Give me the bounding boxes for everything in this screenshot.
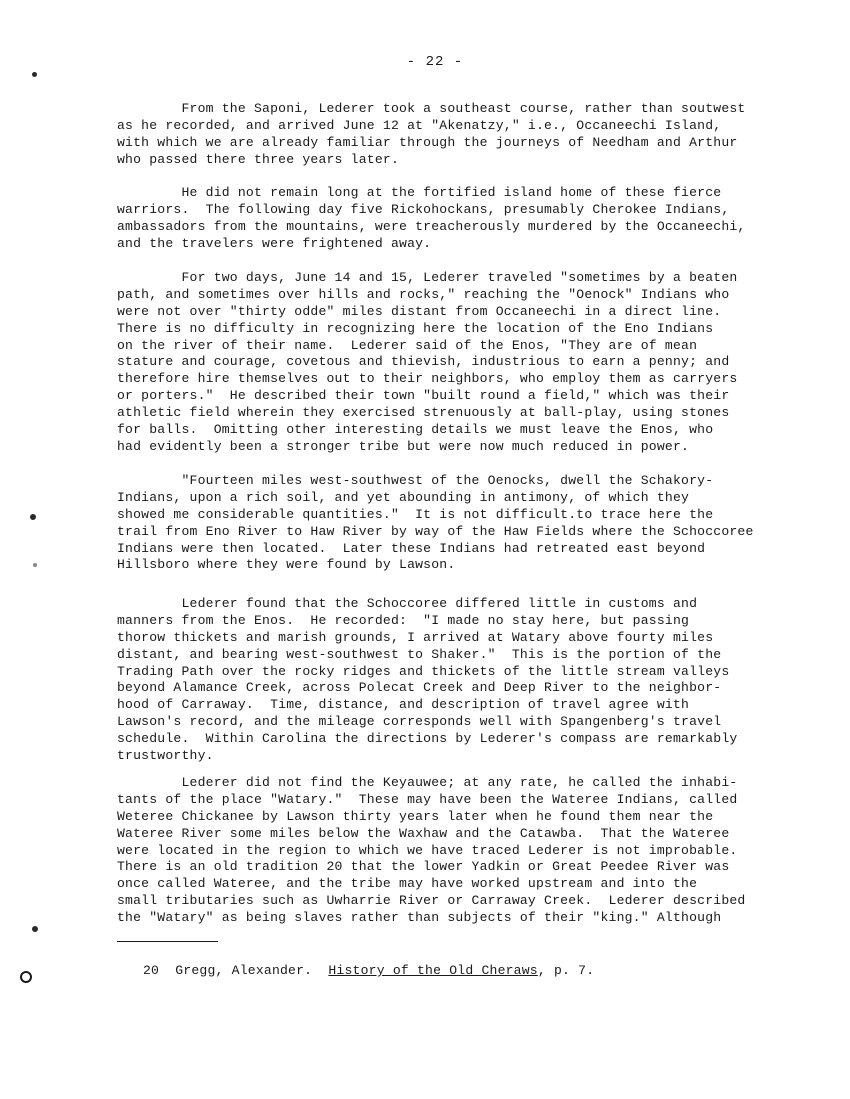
paragraph xyxy=(117,596,737,765)
footnote xyxy=(143,962,594,979)
text-line: athletic field wherein they exercised strenuously at ball-play, using stones xyxy=(117,405,730,421)
text-line: Wateree River some miles below the Waxhaw and the Catawba. That the Wateree xyxy=(117,825,730,841)
text-line: beyond Alamance Creek, across Polecat Creek and Deep River to the neighbor- xyxy=(117,680,722,696)
text-line: therefore hire themselves out to their neighbors, who employ them as carryers xyxy=(117,371,738,387)
text-line: distant, and bearing west-southwest to Shaker." This is the portion of the xyxy=(117,646,722,662)
paragraph xyxy=(117,775,746,927)
text-line: He did not remain long at the fortified island home of these fierce xyxy=(117,185,722,200)
text-line: Lederer found that the Schoccoree differed little in customs and xyxy=(117,596,698,611)
text-line: "Fourteen miles west-southwest of the Oenocks, dwell the Schakory- xyxy=(117,473,714,488)
text-line: warriors. The following day five Rickohockans, presumably Cherokee Indians, xyxy=(117,201,730,217)
text-line: Hillsboro where they were found by Lawson. xyxy=(117,557,456,573)
text-line: From the Saponi, Lederer took a southeast course, rather than soutwest xyxy=(117,101,746,116)
text-line: trustworthy. xyxy=(117,748,214,764)
punch-hole-mark xyxy=(20,971,32,983)
text-line: were located in the region to which we have traced Lederer is not improbable. xyxy=(117,842,738,858)
text-line: once called Wateree, and the tribe may have worked upstream and into the xyxy=(117,876,698,892)
text-line: stature and courage, covetous and thievish, industrious to earn a penny; and xyxy=(117,354,730,370)
text-line: Lederer did not find the Keyauwee; at any rate, he called the inhabi- xyxy=(117,775,738,790)
text-line: with which we are already familiar through the journeys of Needham and Arthur xyxy=(117,134,738,150)
text-line: path, and sometimes over hills and rocks," reaching the "Oenock" Indians who xyxy=(117,286,730,302)
text-line: Weteree Chickanee by Lawson thirty years later when he found them near the xyxy=(117,808,714,824)
paragraph xyxy=(117,185,746,253)
text-line: Indians, upon a rich soil, and yet abounding in antimony, of which they xyxy=(117,489,690,505)
text-line: for balls. Omitting other interesting details we must leave the Enos, who xyxy=(117,422,714,438)
text-line: were not over "thirty odde" miles distant from Occaneechi in a direct line. xyxy=(117,303,722,319)
text-line: schedule. Within Carolina the directions by Lederer's compass are remarkably xyxy=(117,731,738,747)
punch-hole-mark xyxy=(32,926,38,932)
paragraph xyxy=(117,101,746,169)
text-line: ambassadors from the mountains, were treacherously murdered by the Occaneechi, xyxy=(117,218,746,234)
text-line: and the travelers were frightened away. xyxy=(117,235,432,251)
text-line: Trading Path over the rocky ridges and thickets of the little stream valleys xyxy=(117,663,730,679)
punch-hole-mark xyxy=(30,514,36,520)
punch-hole-mark xyxy=(32,72,37,77)
text-line: thorow thickets and marish grounds, I arrived at Watary above fourty miles xyxy=(117,629,714,645)
text-line: hood of Carraway. Time, distance, and description of travel agree with xyxy=(117,697,690,713)
text-line: Lawson's record, and the mileage corresponds well with Spangenberg's travel xyxy=(117,714,722,730)
text-line: tants of the place "Watary." These may have been the Wateree Indians, called xyxy=(117,791,738,807)
text-line: as he recorded, and arrived June 12 at "Akenatzy," i.e., Occaneechi Island, xyxy=(117,117,722,133)
text-line: For two days, June 14 and 15, Lederer traveled "sometimes by a beaten xyxy=(117,270,738,285)
text-line: manners from the Enos. He recorded: "I made no stay here, but passing xyxy=(117,612,690,628)
footnote-divider xyxy=(117,941,218,942)
text-line: There is no difficulty in recognizing here the location of the Eno Indians xyxy=(117,320,714,336)
text-line: who passed there three years later. xyxy=(117,151,400,167)
text-line: small tributaries such as Uwharrie River or Carraway Creek. Lederer described xyxy=(117,893,746,909)
text-line: Indians were then located. Later these Indians had retreated east beyond xyxy=(117,540,706,556)
text-line: or porters." He described their town "built round a field," which was their xyxy=(117,388,730,404)
paragraph xyxy=(117,270,737,456)
footnote-author: Gregg, Alexander. xyxy=(175,963,313,978)
paragraph xyxy=(117,473,754,574)
text-line: trail from Eno River to Haw River by way of the Haw Fields where the Schoccoree xyxy=(117,523,754,539)
text-line: the "Watary" as being slaves rather than subjects of their "king." Although xyxy=(117,910,722,926)
text-line: on the river of their name. Lederer said of the Enos, "They are of mean xyxy=(117,337,698,353)
footnote-page-ref: , p. 7. xyxy=(537,963,595,978)
text-line: There is an old tradition 20 that the lower Yadkin or Great Peedee River was xyxy=(117,859,730,875)
text-line: showed me considerable quantities." It is not difficult.to trace here the xyxy=(117,506,714,522)
page-number: - 22 - xyxy=(406,54,464,70)
text-line: had evidently been a stronger tribe but were now much reduced in power. xyxy=(117,438,690,454)
punch-hole-mark xyxy=(33,563,37,567)
footnote-number: 20 xyxy=(143,963,160,978)
footnote-title: History of the Old Cheraws xyxy=(328,963,538,978)
